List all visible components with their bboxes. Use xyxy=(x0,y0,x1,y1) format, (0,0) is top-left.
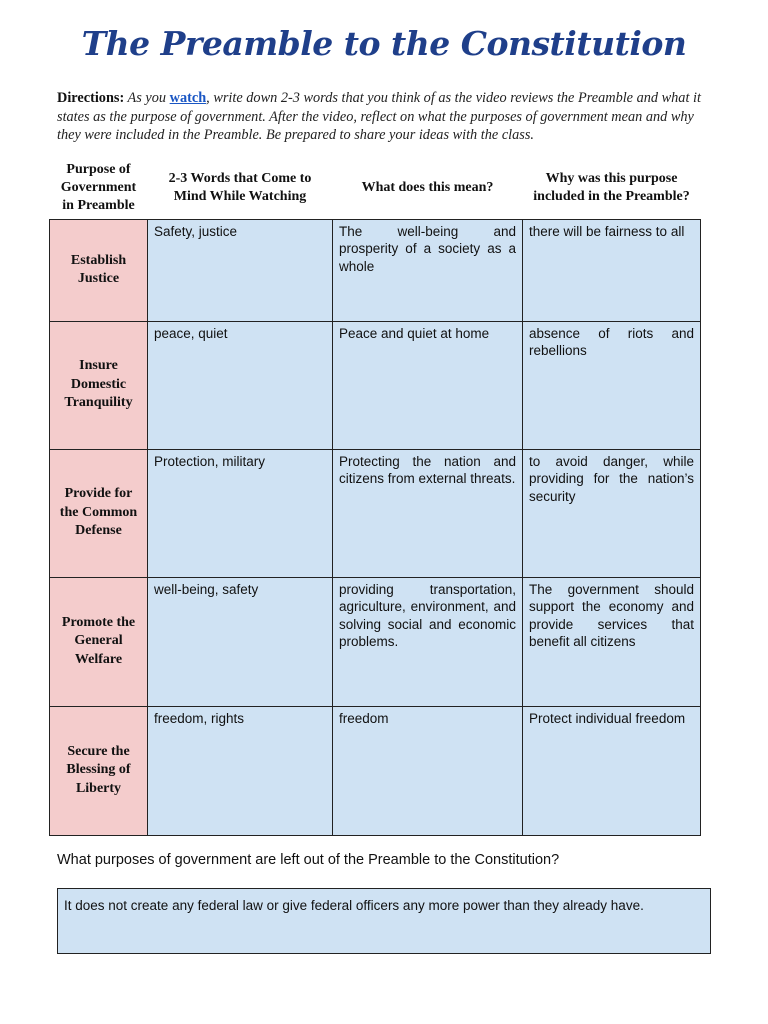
meaning-cell[interactable]: Peace and quiet at home xyxy=(333,321,523,449)
purpose-cell: Provide for the Common Defense xyxy=(50,449,148,577)
table-row xyxy=(50,706,701,835)
header-purpose: Purpose of Government in Preamble xyxy=(60,161,137,213)
why-cell[interactable]: absence of riots and rebellions xyxy=(523,321,701,449)
watch-link[interactable]: watch xyxy=(169,90,207,106)
why-cell[interactable]: there will be fairness to all xyxy=(523,219,701,321)
directions-text-after: , write down 2-3 words that you think of as the video reviews the Preamble and what it states as the purpose of government. After the video, reflect on what the purposes of government mean and why they were included in the Preamble. Be prepared to share your ideas with the class. xyxy=(57,90,701,143)
words-cell[interactable]: peace, quiet xyxy=(148,321,333,449)
page-title: The Preamble to the Constitution xyxy=(81,24,687,63)
directions-label: Directions: xyxy=(57,90,125,106)
directions xyxy=(57,89,707,145)
purpose-cell: Secure the Blessing of Liberty xyxy=(50,706,148,835)
words-cell[interactable]: well-being, safety xyxy=(148,577,333,706)
why-cell[interactable]: The government should support the economy and provide services that benefit all citizens xyxy=(523,577,701,706)
table-row xyxy=(50,577,701,706)
table-row xyxy=(50,219,701,321)
words-cell[interactable]: Protection, military xyxy=(148,449,333,577)
meaning-cell[interactable]: The well-being and prosperity of a society as a whole xyxy=(333,219,523,321)
purpose-cell: Promote the General Welfare xyxy=(50,577,148,706)
directions-text-before: As you xyxy=(124,90,170,106)
purpose-cell: Establish Justice xyxy=(50,219,148,321)
header-words: 2-3 Words that Come to Mind While Watching xyxy=(168,170,312,204)
words-cell[interactable]: Safety, justice xyxy=(148,219,333,321)
why-cell[interactable]: Protect individual freedom xyxy=(523,706,701,835)
words-cell[interactable]: freedom, rights xyxy=(148,706,333,835)
header-why: Why was this purpose included in the Preamble? xyxy=(533,170,690,204)
table-header-row xyxy=(50,157,701,219)
why-cell[interactable]: to avoid danger, while providing for the nation’s security xyxy=(523,449,701,577)
preamble-table xyxy=(49,157,701,836)
answer-box[interactable] xyxy=(57,888,711,954)
question-text: What purposes of government are left out of the Preamble to the Constitution? xyxy=(57,852,560,868)
table-row xyxy=(50,321,701,449)
meaning-cell[interactable]: Protecting the nation and citizens from external threats. xyxy=(333,449,523,577)
meaning-cell[interactable]: providing transportation, agriculture, environment, and solving social and economic problems. xyxy=(333,577,523,706)
answer-text: It does not create any federal law or give federal officers any more power than they already have. xyxy=(64,898,644,913)
table-row xyxy=(50,449,701,577)
meaning-cell[interactable]: freedom xyxy=(333,706,523,835)
purpose-cell: Insure Domestic Tranquility xyxy=(50,321,148,449)
header-meaning: What does this mean? xyxy=(361,179,494,195)
